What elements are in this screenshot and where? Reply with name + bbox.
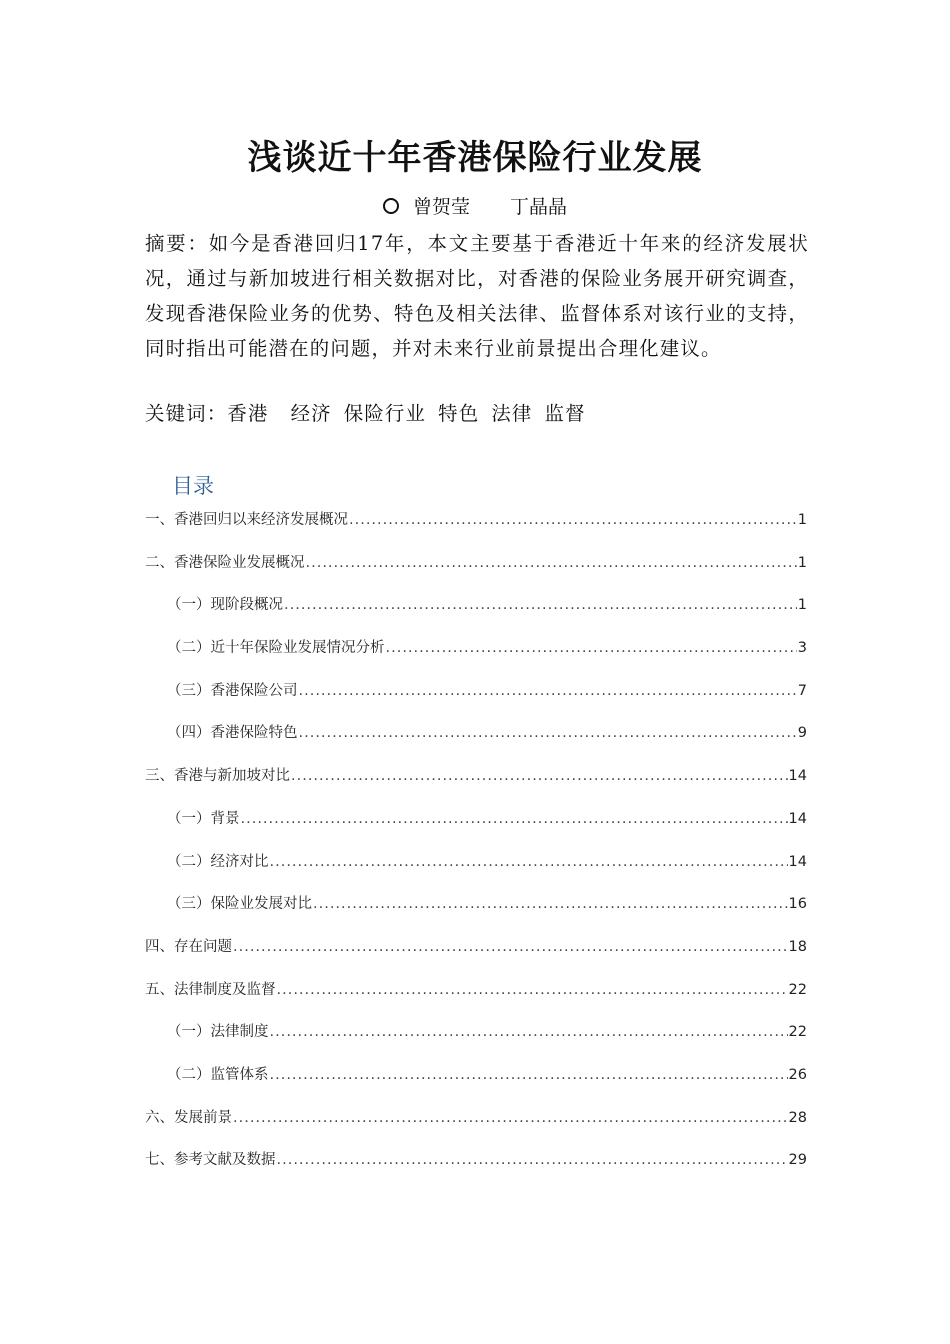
toc-entry-page: 14 <box>788 768 807 785</box>
toc-entry-label: （一）背景 <box>167 810 240 827</box>
toc-leader-dots <box>386 636 797 660</box>
toc-leader-dots <box>291 764 788 788</box>
toc-entry[interactable] <box>145 551 807 594</box>
toc-entry[interactable] <box>145 1148 807 1191</box>
toc-entry[interactable] <box>145 593 807 636</box>
toc-entry[interactable] <box>145 850 807 893</box>
toc-entry-page: 26 <box>788 1066 807 1083</box>
toc-entry-page: 1 <box>797 512 807 528</box>
table-of-contents <box>145 508 807 1191</box>
toc-entry-page: 14 <box>788 810 807 827</box>
toc-entry-label: 六、发展前景 <box>145 1109 232 1126</box>
toc-entry[interactable] <box>145 1020 807 1063</box>
toc-entry[interactable] <box>145 508 807 551</box>
toc-entry-page: 29 <box>788 1152 807 1169</box>
toc-leader-dots <box>277 1148 788 1172</box>
toc-leader-dots <box>233 935 788 959</box>
toc-leader-dots <box>349 508 797 532</box>
toc-entry-label: （三）保险业发展对比 <box>167 896 312 913</box>
toc-leader-dots <box>284 593 797 617</box>
toc-entry-page: 18 <box>788 938 807 955</box>
toc-entry-label: （二）监管体系 <box>167 1066 269 1083</box>
keyword: 监督 <box>544 402 586 425</box>
toc-entry[interactable] <box>145 764 807 807</box>
toc-entry-label: 三、香港与新加坡对比 <box>145 768 290 785</box>
keywords-line <box>145 396 809 431</box>
toc-leader-dots <box>313 892 788 916</box>
toc-entry-page: 22 <box>788 1024 807 1041</box>
toc-entry[interactable] <box>145 892 807 935</box>
circle-bullet-icon <box>383 198 399 214</box>
keywords-label: 关键词： <box>145 402 228 425</box>
toc-entry[interactable] <box>145 807 807 850</box>
keyword: 特色 <box>438 402 480 425</box>
toc-entry[interactable] <box>145 679 807 722</box>
toc-entry-page: 9 <box>797 725 807 742</box>
toc-entry-label: 二、香港保险业发展概况 <box>145 554 305 571</box>
toc-entry[interactable] <box>145 1063 807 1106</box>
toc-entry-page: 28 <box>788 1109 807 1126</box>
toc-entry-page: 1 <box>797 597 807 614</box>
keyword: 保险行业 <box>343 402 427 425</box>
toc-entry[interactable] <box>145 721 807 764</box>
toc-leader-dots <box>299 679 797 703</box>
toc-leader-dots <box>306 551 797 575</box>
toc-entry[interactable] <box>145 1106 807 1149</box>
toc-entry-label: （三）香港保险公司 <box>167 682 298 699</box>
toc-leader-dots <box>270 1020 788 1044</box>
abstract-paragraph: 摘要：如今是香港回归17年，本文主要基于香港近十年来的经济发展状况，通过与新加坡进行相关数据对比，对香港的保险业务展开研究调查，发现香港保险业务的优势、特色及相关法律、监督体系对该行业的支持，同时指出可能潜在的问题，并对未来行业前景提出合理化建议。 <box>145 232 809 360</box>
toc-entry-page: 3 <box>797 640 807 657</box>
document-title: 浅谈近十年香港保险行业发展 <box>247 138 703 178</box>
toc-entry-label: 七、参考文献及数据 <box>145 1152 276 1169</box>
toc-entry-label: （四）香港保险特色 <box>167 725 298 742</box>
author-first: 曾贺莹 <box>412 196 470 218</box>
toc-leader-dots <box>277 978 788 1002</box>
toc-entry-label: （一）现阶段概况 <box>167 597 283 614</box>
toc-leader-dots <box>270 1063 788 1087</box>
toc-leader-dots <box>241 807 788 831</box>
toc-leader-dots <box>233 1106 788 1130</box>
toc-entry-label: 一、香港回归以来经济发展概况 <box>145 512 348 528</box>
toc-entry-label: 四、存在问题 <box>145 938 232 955</box>
toc-entry[interactable] <box>145 935 807 978</box>
keyword: 香港 <box>227 402 269 425</box>
authors-line <box>0 192 950 219</box>
toc-entry-page: 14 <box>788 853 807 870</box>
author-second: 丁晶晶 <box>510 196 568 218</box>
keyword: 经济 <box>290 402 332 425</box>
toc-entry[interactable] <box>145 978 807 1021</box>
toc-leader-dots <box>270 850 788 874</box>
toc-entry-label: （二）近十年保险业发展情况分析 <box>167 640 385 657</box>
toc-entry-page: 7 <box>797 682 807 699</box>
toc-entry-page: 22 <box>788 981 807 998</box>
toc-entry-label: （一）法律制度 <box>167 1024 269 1041</box>
toc-entry-page: 1 <box>797 554 807 571</box>
toc-entry-label: 五、法律制度及监督 <box>145 981 276 998</box>
toc-entry-page: 16 <box>788 896 807 913</box>
toc-entry[interactable] <box>145 636 807 679</box>
toc-heading: 目录 <box>172 474 214 498</box>
toc-entry-label: （二）经济对比 <box>167 853 269 870</box>
toc-leader-dots <box>299 721 797 745</box>
keyword: 法律 <box>491 402 533 425</box>
